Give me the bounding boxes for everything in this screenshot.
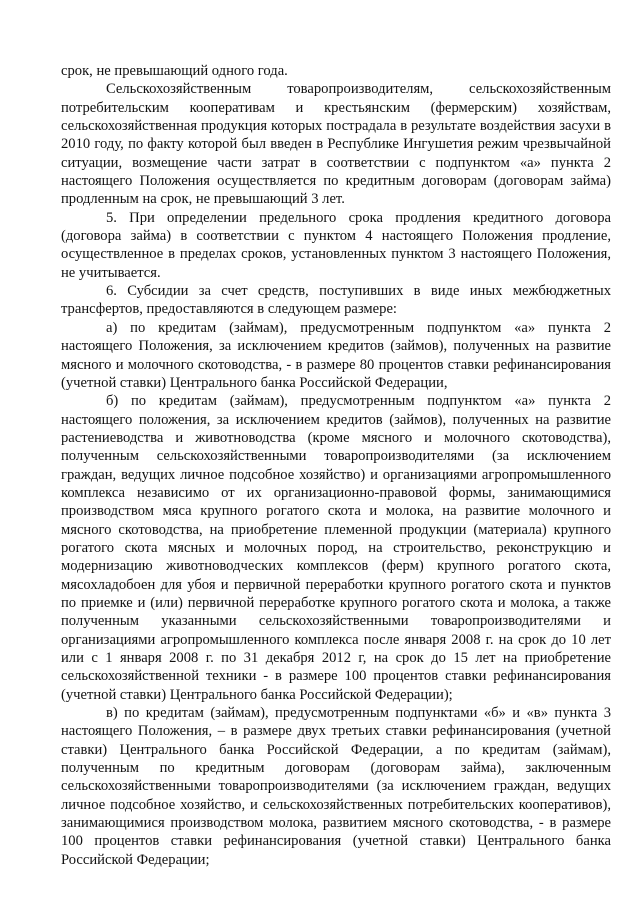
paragraph-continuation: срок, не превышающий одного года. [61,63,288,79]
paragraph-subitem-b: б) по кредитам (займам), предусмотренным подпунктом «а» пункта 2 настоящего положения, за исключением кредитов (займов), полученных на развитие растениеводства и животноводства (кроме мясного и молочного скотоводства), полученным сельскохозяйственными товаропроизводителями (за исключением граждан, ведущих личное подсобное хозяйство) и организациями агропромышленного комплекса независимо от их организационно-правовой формы, занимающимися производством мяса крупного рогатого скота и молока, на развитие молочного и мясного скотоводства, на приобретение племенной продукции (материала) крупного рогатого скота мясных и молочных пород, на строительство, реконструкцию и модернизацию животноводческих комплексов (ферм) крупного рогатого скота, мясохладобоен для убоя и первичной переработки крупного рогатого скота и пунктов по приемке и (или) первичной переработке крупного рогатого скота и молока, а также полученным указанными сельскохозяйственными товаропроизводителями и организациями агропромышленного комплекса после января 2008 г. на срок до 10 лет или с 1 января 2008 г. по 31 декабря 2012 г, на срок до 15 лет на приобретение сельскохозяйственной техники - в размере 100 процентов ставки рефинансирования (учетной ставки) Центрального банка Российской Федерации); [61,393,611,703]
paragraph-item-6: 6. Субсидии за счет средств, поступивших в виде иных межбюджетных трансфертов, предоставляются в следующем размере: [61,283,611,318]
paragraph-subitem-v: в) по кредитам (займам), предусмотренным подпунктами «б» и «в» пункта 3 настоящего Положения, – в размере двух третьих ставки рефинансирования (учетной ставки) Центрального банка Российской Федерации, а по кредитам (займам), полученным по кредитным договорам (договорам займа), заключенным сельскохозяйственными товаропроизводителями (за исключением граждан, ведущих личное подсобное хозяйство, и сельскохозяйственных потребительских кооперативов), занимающимися производством молока, развитием мясного скотоводства, - в размере 100 процентов ставки рефинансирования (учетной ставки) Центрального банка Российской Федерации; [61,705,611,868]
document-page [61,62,611,869]
paragraph-drought-compensation: Сельскохозяйственным товаропроизводителям, сельскохозяйственным потребительским кооперативам и крестьянским (фермерским) хозяйствам, сельскохозяйственная продукция которых пострадала в результате воздействия засухи в 2010 году, по факту которой был введен в Республике Ингушетия режим чрезвычайной ситуации, возмещение части затрат в соответствии с подпунктом «а» пункта 2 настоящего Положения осуществляется по кредитным договорам (договорам займа) продленным на срок, не превышающий 3 лет. [61,81,611,208]
paragraph-subitem-a: а) по кредитам (займам), предусмотренным подпунктом «а» пункта 2 настоящего Положения, за исключением кредитов (займов), полученных на развитие мясного и молочного скотоводства, - в размере 80 процентов ставки рефинансирования (учетной ставки) Центрального банка Российской Федерации, [61,319,611,391]
paragraph-item-5: 5. При определении предельного срока продления кредитного договора (договора займа) в соответствии с пунктом 4 настоящего Положения продление, осуществленное в пределах сроков, установленных пунктом 3 настоящего Положения, не учитывается. [61,209,611,281]
